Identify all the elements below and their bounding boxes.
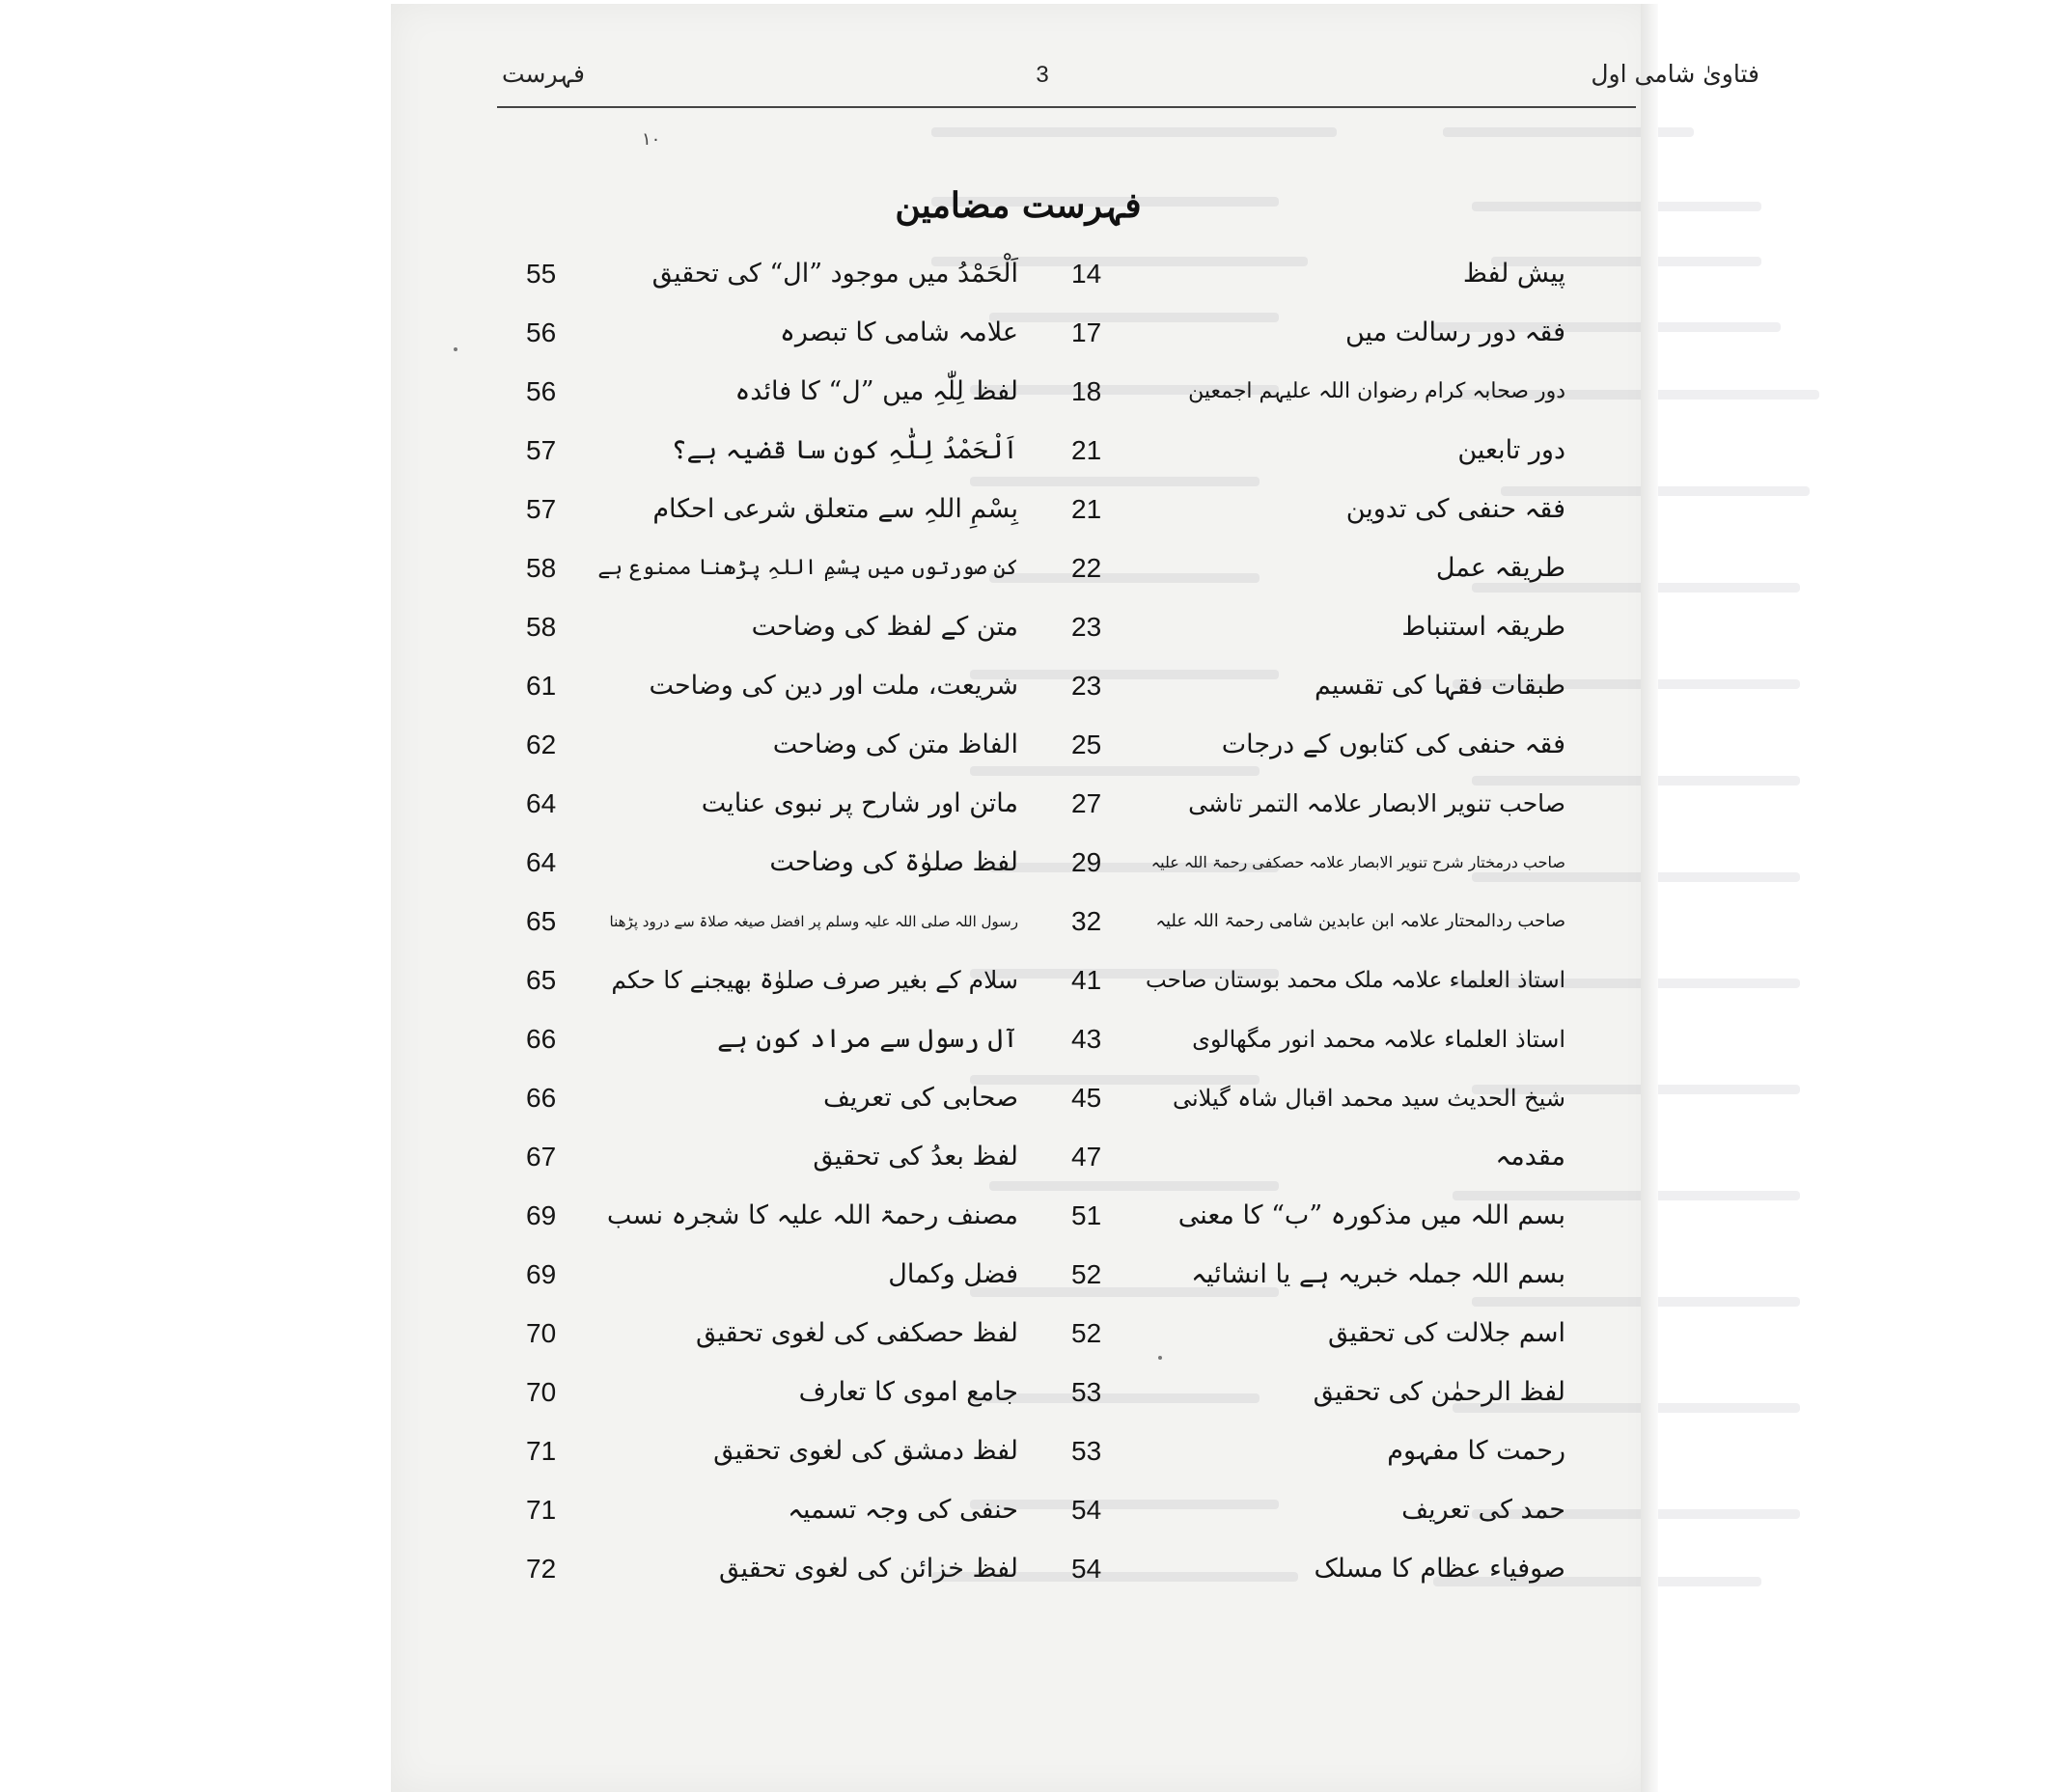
toc-entry-title: لفظ بعدُ کی تحقیق — [813, 1142, 1018, 1172]
toc-entry — [526, 955, 1018, 1006]
toc-entry — [1071, 1309, 1565, 1359]
toc-page: 52 — [1071, 1318, 1102, 1348]
toc-entry-title: ماتن اور شارح پر نبوی عنایت — [701, 788, 1018, 818]
toc-entry-title: اَلْحَمْدُ میں موجود ”ال“ کی تحقیق — [651, 259, 1018, 289]
toc-page: 64 — [526, 847, 557, 877]
toc-page: 53 — [1071, 1377, 1102, 1407]
toc-page: 62 — [526, 730, 557, 759]
toc-page: 21 — [1071, 494, 1102, 524]
toc-page: 69 — [526, 1259, 557, 1289]
toc-page: 18 — [1071, 376, 1102, 406]
toc-entry — [1071, 1132, 1565, 1182]
toc-page: 45 — [1071, 1083, 1102, 1113]
toc-entry — [1071, 543, 1565, 593]
toc-entry — [1071, 484, 1565, 535]
toc-entry — [1071, 720, 1565, 770]
toc-entry-title: بِسْمِ اللہِ سے متعلق شرعی احکام — [652, 494, 1018, 524]
margin-dot — [454, 347, 457, 351]
toc-entry — [1071, 1191, 1565, 1241]
toc-page: 55 — [526, 259, 557, 289]
toc-entry — [526, 1309, 1018, 1359]
toc-page: 67 — [526, 1142, 557, 1172]
toc-entry — [1071, 1485, 1565, 1535]
toc-entry-title: کن صورتوں میں بِسْمِ اللہِ پڑھنا ممنوع ہے — [597, 556, 1018, 580]
toc-entry-title: رحمت کا مفہوم — [1387, 1436, 1565, 1466]
toc-entry — [1071, 308, 1565, 358]
toc-entry-title: متن کے لفظ کی وضاحت — [751, 612, 1018, 642]
toc-page: 64 — [526, 788, 557, 818]
toc-entry — [526, 1367, 1018, 1418]
toc-entry-title: مقدمہ — [1495, 1142, 1565, 1172]
page-edge-shadow — [1641, 4, 1658, 1792]
toc-page: 58 — [526, 553, 557, 583]
toc-page: 58 — [526, 612, 557, 642]
toc-entry-title: صاحب تنویر الابصار علامہ التمر تاشی — [1188, 789, 1565, 817]
page-number: 3 — [1036, 62, 1049, 88]
toc-page: 65 — [526, 965, 557, 995]
toc-entry-title: فقہ حنفی کی تدوین — [1345, 494, 1565, 524]
toc-entry-title: پیش لفظ — [1462, 259, 1565, 289]
toc-entry-title: بسم اللہ جملہ خبریہ ہے یا انشائیہ — [1191, 1259, 1565, 1289]
toc-entry-title: شیخ الحدیث سید محمد اقبال شاہ گیلانی — [1173, 1085, 1565, 1112]
toc-entry — [1071, 896, 1565, 947]
book-title: فتاویٰ شامی اول — [1591, 60, 1759, 88]
toc-entry-title: اَلْحَمْدُ لِلّٰہِ کون سا قضیہ ہے؟ — [671, 435, 1018, 465]
toc-page: 61 — [526, 671, 557, 701]
toc-entry-title: لفظ الرحمٰن کی تحقیق — [1313, 1377, 1565, 1407]
toc-entry-title: حنفی کی وجہ تسمیہ — [788, 1495, 1018, 1525]
toc-entry — [1071, 426, 1565, 476]
toc-entry — [526, 1132, 1018, 1182]
toc-entry — [526, 838, 1018, 888]
toc-entry-title: اسم جلالت کی تحقیق — [1327, 1318, 1565, 1348]
toc-entry — [526, 249, 1018, 299]
toc-entry — [1071, 1544, 1565, 1594]
toc-page: 23 — [1071, 612, 1102, 642]
toc-page: 57 — [526, 435, 557, 465]
toc-page: 66 — [526, 1024, 557, 1054]
toc-entry-title: طبقات فقہا کی تقسیم — [1314, 671, 1565, 701]
toc-entry — [526, 484, 1018, 535]
toc-entry — [1071, 1367, 1565, 1418]
toc-page: 69 — [526, 1200, 557, 1230]
toc-entry — [526, 661, 1018, 711]
toc-entry — [1071, 367, 1565, 417]
toc-entry-title: لفظ حصکفی کی لغوی تحقیق — [696, 1318, 1018, 1348]
toc-entry — [526, 1014, 1018, 1064]
toc-entry-title: بسم اللہ میں مذکورہ ”ب“ کا معنی — [1177, 1200, 1565, 1230]
toc-entry — [1071, 1073, 1565, 1123]
toc-page: 71 — [526, 1495, 557, 1525]
toc-entry — [1071, 955, 1565, 1006]
toc-page: 14 — [1071, 259, 1102, 289]
toc-entry-title: لفظ دمشق کی لغوی تحقیق — [713, 1436, 1018, 1466]
toc-entry — [1071, 779, 1565, 829]
toc-entry — [526, 779, 1018, 829]
toc-page: 29 — [1071, 847, 1102, 877]
toc-page: 57 — [526, 494, 557, 524]
toc-entry — [1071, 838, 1565, 888]
toc-entry-title: آل رسول سے مراد کون ہے — [717, 1024, 1018, 1054]
toc-page: 21 — [1071, 435, 1102, 465]
toc-entry — [526, 1485, 1018, 1535]
toc-entry-title: جامع اموی کا تعارف — [798, 1377, 1018, 1407]
toc-entry — [1071, 602, 1565, 652]
toc-page: 56 — [526, 376, 557, 406]
toc-page: 72 — [526, 1554, 557, 1584]
toc-entry — [526, 602, 1018, 652]
toc-page: 70 — [526, 1318, 557, 1348]
toc-entry-title: الفاظ متن کی وضاحت — [772, 730, 1018, 759]
toc-page: 23 — [1071, 671, 1102, 701]
toc-entry-title: دور تابعین — [1457, 435, 1565, 465]
toc-page: 54 — [1071, 1554, 1102, 1584]
toc-entry — [526, 1191, 1018, 1241]
toc-entry — [1071, 1250, 1565, 1300]
toc-entry — [1071, 1426, 1565, 1476]
toc-entry-title: علامہ شامی کا تبصرہ — [780, 317, 1018, 347]
toc-page: 27 — [1071, 788, 1102, 818]
toc-page: 41 — [1071, 965, 1102, 995]
toc-entry-title: لفظ لِلّٰہِ میں ”ل“ کا فائدہ — [734, 376, 1018, 406]
toc-entry — [1071, 661, 1565, 711]
toc-entry — [526, 1426, 1018, 1476]
toc-entry-title: لفظ خزائن کی لغوی تحقیق — [719, 1554, 1018, 1584]
header-rule — [497, 106, 1636, 108]
toc-page: 25 — [1071, 730, 1102, 759]
toc-entry-title: استاذ العلماء علامہ ملک محمد بوستان صاحب — [1146, 968, 1565, 993]
toc-entry — [1071, 249, 1565, 299]
toc-entry-title: رسول اللہ صلی اللہ علیہ وسلم پر افضل صیغہ صلاۃ سے درود پڑھنا — [609, 913, 1018, 930]
toc-entry-title: لفظ صلوٰۃ کی وضاحت — [769, 847, 1018, 877]
toc-page: 43 — [1071, 1024, 1102, 1054]
toc-entry-title: طریقہ عمل — [1435, 553, 1565, 583]
toc-entry-title: دور صحابہ کرام رضوان اللہ علیہم اجمعین — [1188, 379, 1565, 403]
toc-page: 32 — [1071, 906, 1102, 936]
toc-title: فہرست مضامین — [895, 185, 1142, 226]
toc-entry — [526, 1544, 1018, 1594]
toc-entry-title: فقہ دور رسالت میں — [1344, 317, 1565, 347]
toc-entry-title: حمد کی تعریف — [1401, 1495, 1565, 1525]
toc-entry-title: سلام کے بغیر صرف صلوٰۃ بھیجنے کا حکم — [611, 966, 1018, 994]
toc-entry — [526, 367, 1018, 417]
toc-entry — [526, 1073, 1018, 1123]
toc-page: 52 — [1071, 1259, 1102, 1289]
top-mark: ۱۰ — [642, 129, 661, 150]
toc-page: 22 — [1071, 553, 1102, 583]
toc-entry-title: استاذ العلماء علامہ محمد انور مگھالوی — [1192, 1026, 1565, 1053]
toc-entry-title: صاحب درمختار شرح تنویر الابصار علامہ حصکفی رحمۃ اللہ علیہ — [1150, 853, 1565, 871]
toc-entry — [526, 896, 1018, 947]
toc-page: 47 — [1071, 1142, 1102, 1172]
toc-page: 70 — [526, 1377, 557, 1407]
toc-page: 51 — [1071, 1200, 1102, 1230]
section-label: فہرست — [502, 60, 585, 88]
toc-entry-title: طریقہ استنباط — [1401, 612, 1565, 642]
toc-entry-title: صوفیاء عظام کا مسلک — [1314, 1554, 1565, 1584]
toc-page: 54 — [1071, 1495, 1102, 1525]
page-header — [0, 0, 2049, 116]
toc-entry — [1071, 1014, 1565, 1064]
toc-page: 53 — [1071, 1436, 1102, 1466]
toc-entry-title: شریعت، ملت اور دین کی وضاحت — [649, 671, 1018, 701]
toc-entry-title: فضل وکمال — [888, 1259, 1018, 1289]
toc-page: 65 — [526, 906, 557, 936]
toc-entry — [526, 1250, 1018, 1300]
toc-entry-title: صحابی کی تعریف — [822, 1083, 1018, 1113]
toc-entry — [526, 720, 1018, 770]
toc-entry-title: فقہ حنفی کی کتابوں کے درجات — [1221, 730, 1565, 759]
toc-page: 66 — [526, 1083, 557, 1113]
toc-entry-title: مصنف رحمۃ اللہ علیہ کا شجرہ نسب — [606, 1200, 1018, 1230]
toc-page: 56 — [526, 317, 557, 347]
toc-entry — [526, 543, 1018, 593]
toc-entry — [526, 308, 1018, 358]
toc-entry — [526, 426, 1018, 476]
toc-entry-title: صاحب ردالمحتار علامہ ابن عابدین شامی رحمۃ اللہ علیہ — [1155, 911, 1565, 931]
toc-page: 71 — [526, 1436, 557, 1466]
toc-page: 17 — [1071, 317, 1102, 347]
